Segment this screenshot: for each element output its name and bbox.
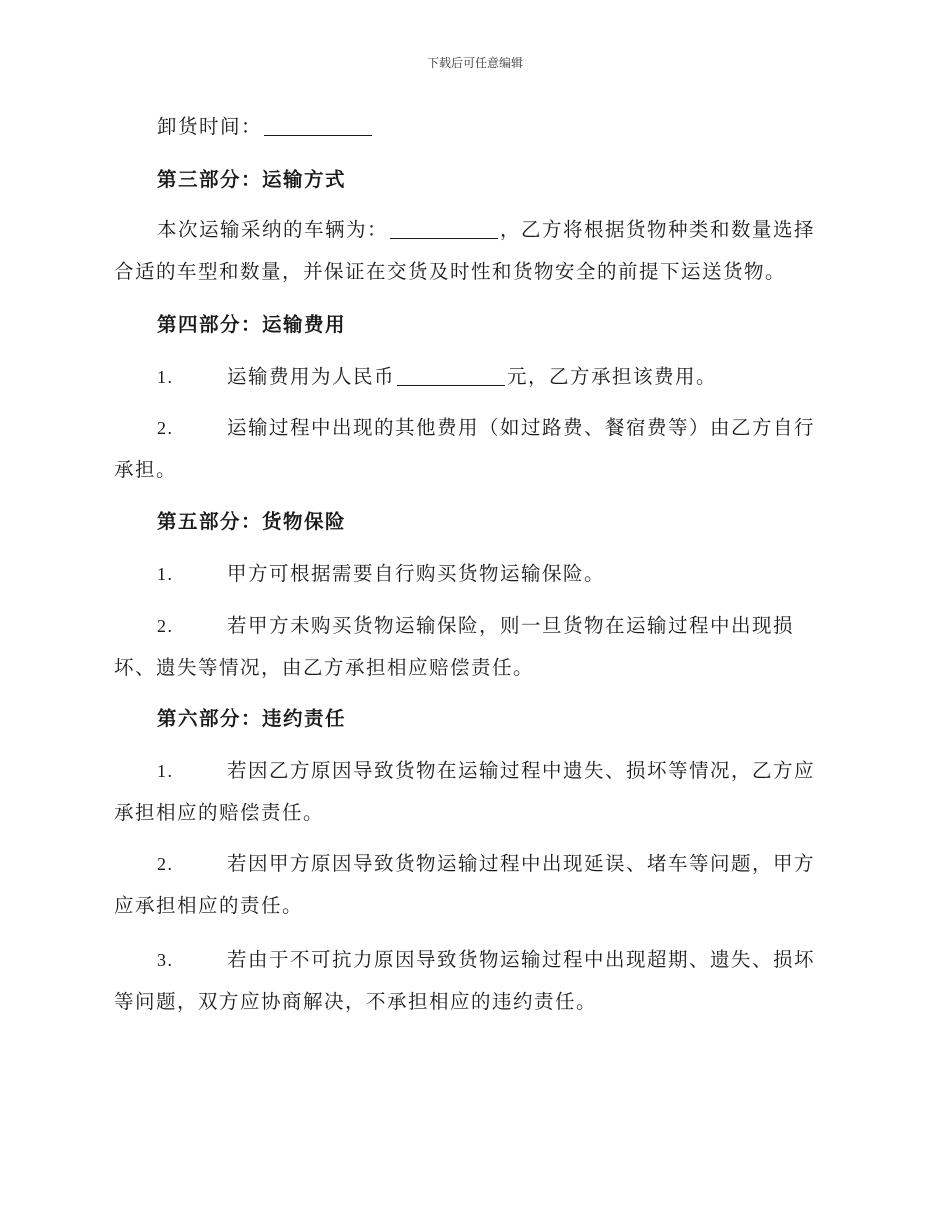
- section5-item-2-text: 若甲方未购买货物运输保险，则一旦货物在运输过程中出现损坏、遗失等情况，由乙方承担相应赔偿责任。: [114, 614, 795, 679]
- fee-amount-blank: [397, 365, 505, 386]
- section6-item-1-text: 若因乙方原因导致货物在运输过程中遗失、损坏等情况，乙方应承担相应的赔偿责任。: [114, 759, 816, 824]
- section6-item-3-text: 若由于不可抗力原因导致货物运输过程中出现超期、遗失、损坏等问题，双方应协商解决，不承担相应的违约责任。: [114, 948, 816, 1013]
- item-number: 2.: [157, 616, 174, 636]
- section4-item-2-text: 运输过程中出现的其他费用（如过路费、餐宿费等）由乙方自行承担。: [114, 416, 816, 481]
- section4-item-2: [114, 407, 834, 491]
- section6-heading: 第六部分：违约责任: [157, 707, 347, 730]
- section6-item-1: [114, 750, 834, 834]
- section4-item-1-text-a: 运输费用为人民币: [227, 365, 396, 388]
- vehicle-blank: [390, 218, 498, 239]
- item-number: 1.: [157, 761, 174, 781]
- item-number: 1.: [157, 367, 174, 387]
- section3-text-b: ，乙方将根据货物种类和数量选择合适的车型和数量，并保证在交货及时性和货物安全的前提下运送货物。: [114, 218, 816, 283]
- section5-item-1: [114, 553, 834, 595]
- section3-text-a: 本次运输采纳的车辆为：: [157, 218, 389, 241]
- section3-paragraph: [114, 209, 834, 293]
- unload-time-blank: [264, 115, 372, 136]
- item-number: 3.: [157, 950, 174, 970]
- section4-item-1-text-b: 元，乙方承担该费用。: [507, 365, 718, 388]
- section4-heading: 第四部分：运输费用: [157, 313, 347, 336]
- section6-item-2-text: 若因甲方原因导致货物运输过程中出现延误、堵车等问题，甲方应承担相应的责任。: [114, 852, 816, 917]
- unload-time-label: 卸货时间：: [157, 115, 263, 138]
- item-number: 2.: [157, 418, 174, 438]
- section5-item-2: [114, 605, 834, 689]
- section6-item-2: [114, 843, 834, 927]
- section3-heading: 第三部分：运输方式: [157, 168, 347, 191]
- page-header: 下载后可任意编辑: [426, 56, 523, 70]
- section4-item-1: [114, 356, 834, 398]
- section6-item-3: [114, 939, 834, 1023]
- section5-item-1-text: 甲方可根据需要自行购买货物运输保险。: [227, 562, 606, 585]
- item-number: 1.: [157, 564, 174, 584]
- item-number: 2.: [157, 854, 174, 874]
- unload-time-line: [114, 106, 834, 148]
- section5-heading: 第五部分：货物保险: [157, 510, 347, 533]
